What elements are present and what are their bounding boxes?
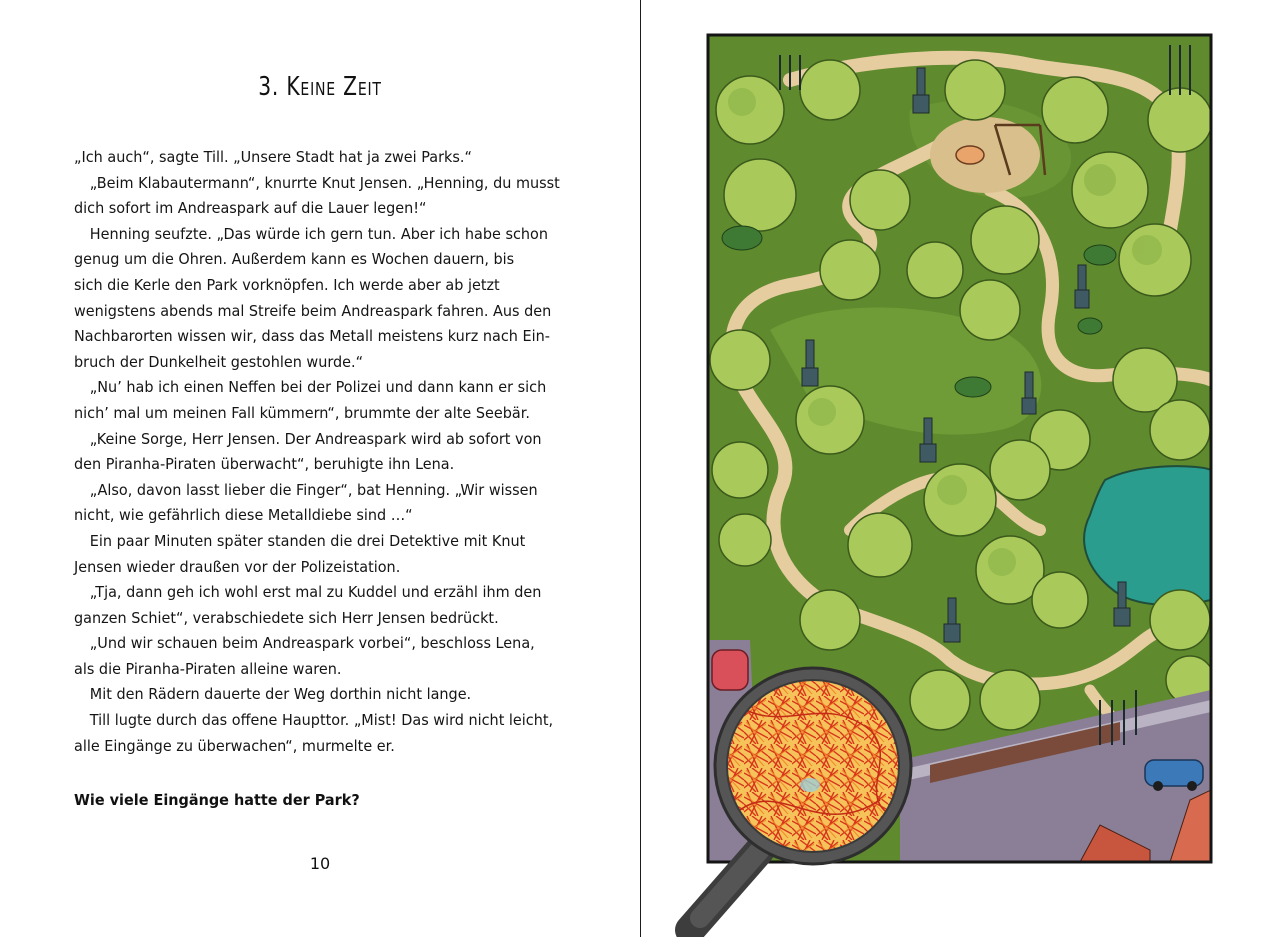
text-line: alle Eingänge zu überwachen“, murmelte er. bbox=[74, 736, 395, 755]
right-page bbox=[641, 0, 1280, 937]
playground bbox=[930, 117, 1040, 193]
text-line: Mit den Rädern dauerte der Weg dorthin nicht lange. bbox=[89, 685, 472, 704]
page-number: 10 bbox=[309, 854, 331, 873]
body-text bbox=[74, 145, 574, 759]
text-line: „Tja, dann geh ich wohl erst mal zu Kuddel und erzähl ihm den bbox=[89, 583, 542, 602]
text-line: als die Piranha-Piraten alleine waren. bbox=[74, 659, 342, 678]
chapter-title: 3. Keine Zeit bbox=[258, 72, 382, 102]
text-line: „Keine Sorge, Herr Jensen. Der Andreaspark wird ab sofort von bbox=[89, 429, 542, 448]
text-line: Nachbarorten wissen wir, dass das Metall meistens kurz nach Ein- bbox=[74, 327, 550, 346]
text-line: „Nu’ hab ich einen Neffen bei der Polizei und dann kann er sich bbox=[89, 378, 547, 397]
text-line: „Beim Klabautermann“, knurrte Knut Jensen. „Henning, du musst bbox=[89, 173, 560, 192]
sandbox bbox=[956, 146, 984, 164]
text-line: Henning seufzte. „Das würde ich gern tun. Aber ich habe schon bbox=[89, 224, 548, 243]
text-line: dich sofort im Andreaspark auf die Lauer legen!“ bbox=[74, 199, 427, 218]
text-line: „Also, davon lasst lieber die Finger“, bat Henning. „Wir wissen bbox=[89, 480, 538, 499]
text-line: den Piranha-Piraten überwacht“, beruhigte ihn Lena. bbox=[74, 455, 455, 474]
text-line: „Und wir schauen beim Andreaspark vorbei“, beschloss Lena, bbox=[89, 634, 535, 653]
text-line: nicht, wie gefährlich diese Metalldiebe sind …“ bbox=[74, 506, 413, 525]
text-line: Till lugte durch das offene Haupttor. „Mist! Das wird nicht leicht, bbox=[89, 711, 554, 730]
red-car bbox=[712, 650, 748, 690]
text-line: nich’ mal um meinen Fall kümmern“, brummte der alte Seebär. bbox=[74, 403, 530, 422]
text-line: Ein paar Minuten später standen die drei Detektive mit Knut bbox=[89, 531, 526, 550]
riddle-question: Wie viele Eingänge hatte der Park? bbox=[74, 791, 360, 809]
text-line: „Ich auch“, sagte Till. „Unsere Stadt hat ja zwei Parks.“ bbox=[74, 148, 472, 166]
park-illustration bbox=[641, 0, 1280, 937]
text-line: sich die Kerle den Park vorknöpfen. Ich werde aber ab jetzt bbox=[74, 275, 500, 294]
text-line: Jensen wieder draußen vor der Polizeistation. bbox=[74, 557, 401, 576]
text-line: wenigstens abends mal Streife beim Andreaspark fahren. Aus den bbox=[74, 301, 552, 320]
text-line: ganzen Schiet“, verabschiedete sich Herr Jensen bedrückt. bbox=[74, 608, 499, 627]
text-line: genug um die Ohren. Außerdem kann es Wochen dauern, bis bbox=[74, 250, 515, 269]
text-line: bruch der Dunkelheit gestohlen wurde.“ bbox=[74, 352, 364, 371]
